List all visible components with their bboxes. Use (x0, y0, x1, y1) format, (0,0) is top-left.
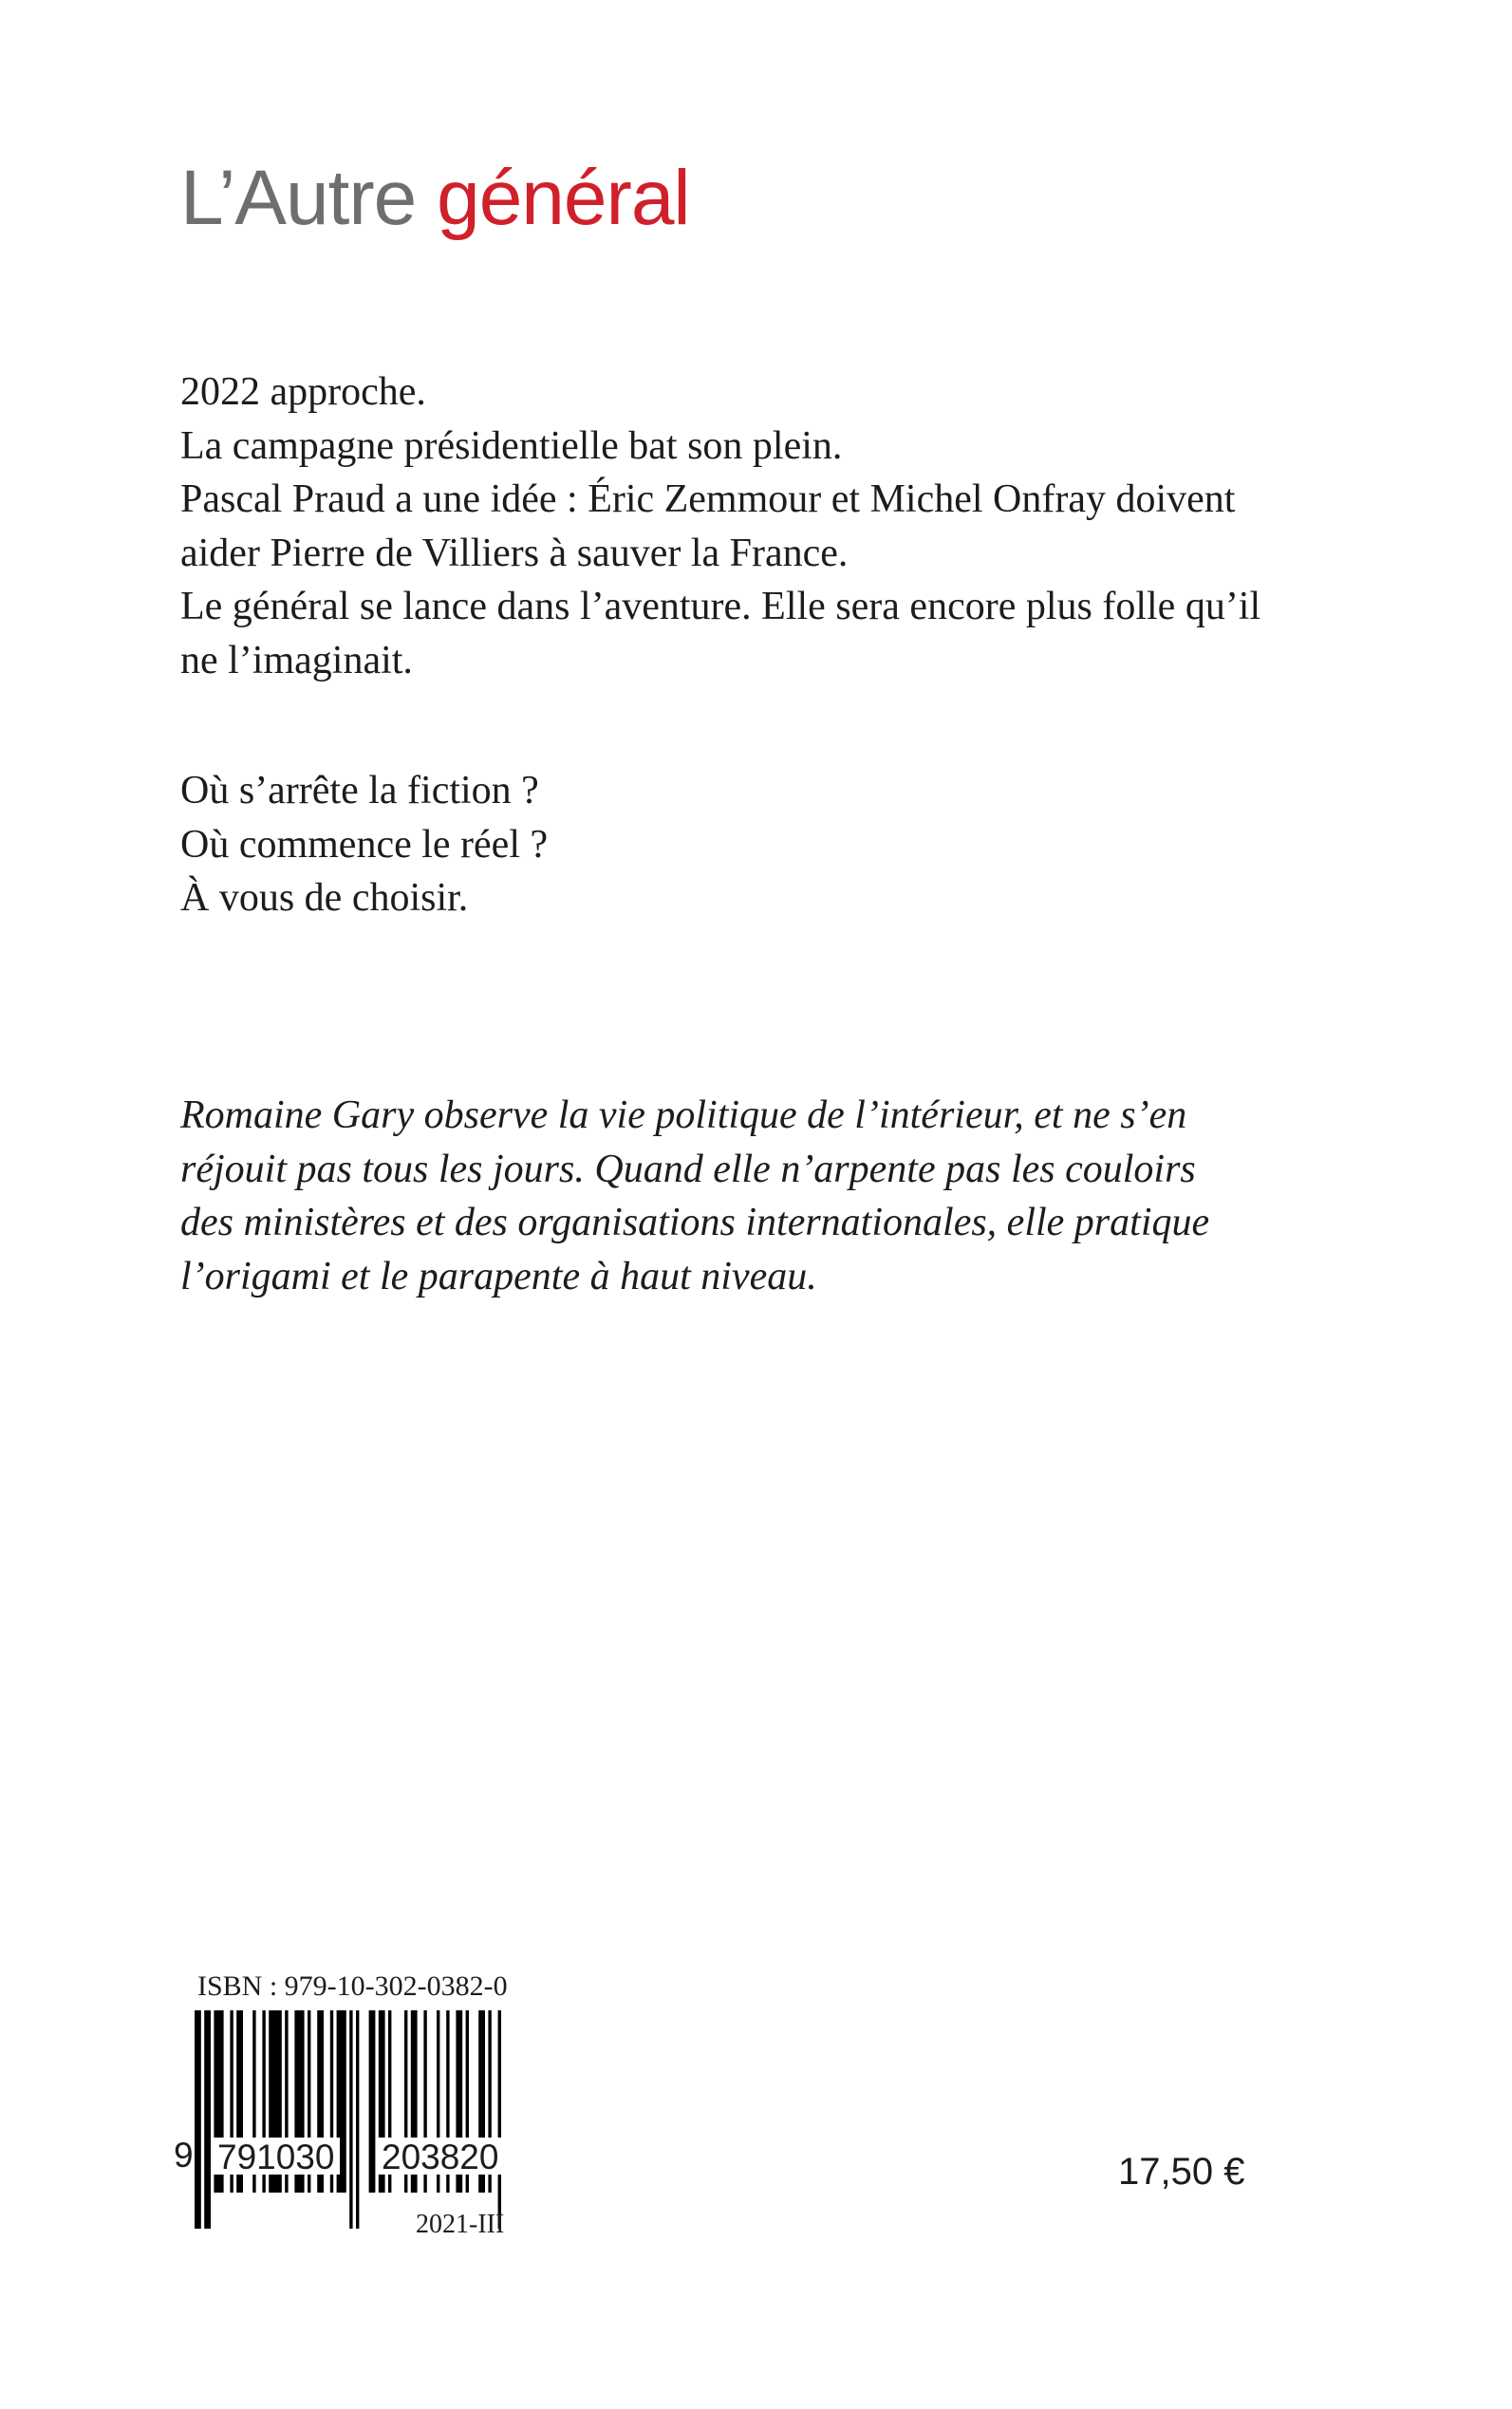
barcode-right-group: 203820 (376, 2138, 504, 2175)
blurb-line: Pascal Praud a une idée : Éric Zemmour et Michel Onfray doivent (180, 477, 1236, 521)
blurb-line: 2022 approche. (180, 370, 426, 414)
blurb-line: La campagne présidentielle bat son plein. (180, 423, 843, 468)
blurb-paragraph-2 (180, 764, 1357, 925)
author-bio-line: Romaine Gary observe la vie politique de l’intérieur, et ne s’en (180, 1093, 1187, 1137)
barcode-bar (204, 2010, 211, 2229)
isbn-label: ISBN : 979-10-302-0382-0 (197, 1970, 508, 2002)
author-bio-line: des ministères et des organisations internationales, elle pratique (180, 1201, 1210, 1244)
book-title (180, 155, 690, 241)
blurb-line: Le général se lance dans l’aventure. Elle sera encore plus folle qu’il (180, 585, 1261, 628)
author-bio (180, 1089, 1319, 1303)
blurb-paragraph-1 (180, 365, 1357, 687)
edition-code: 2021-III (416, 2210, 505, 2239)
barcode-bar (369, 2010, 376, 2193)
author-bio-line: l’origami et le parapente à haut niveau. (180, 1254, 817, 1298)
barcode-bar (498, 2010, 501, 2229)
barcode-bar (356, 2010, 359, 2229)
blurb-line: aider Pierre de Villiers à sauver la France. (180, 531, 849, 575)
book-title-part1: L’Autre (180, 155, 417, 241)
blurb-line: À vous de choisir. (180, 876, 469, 920)
blurb-line: Où commence le réel ? (180, 822, 549, 867)
barcode (195, 2010, 546, 2229)
blurb-line: ne l’imaginait. (180, 638, 413, 682)
barcode-bar (349, 2010, 352, 2229)
barcode-bar (195, 2010, 201, 2229)
book-title-part2: général (437, 155, 690, 241)
price: 17,50 € (1118, 2151, 1245, 2193)
barcode-first-digit: 9 (174, 2136, 194, 2175)
blurb-line: Où s’arrête la fiction ? (180, 769, 539, 812)
barcode-left-group: 791030 (212, 2138, 340, 2175)
author-bio-line: réjouit pas tous les jours. Quand elle n’arpente pas les couloirs (180, 1147, 1196, 1191)
